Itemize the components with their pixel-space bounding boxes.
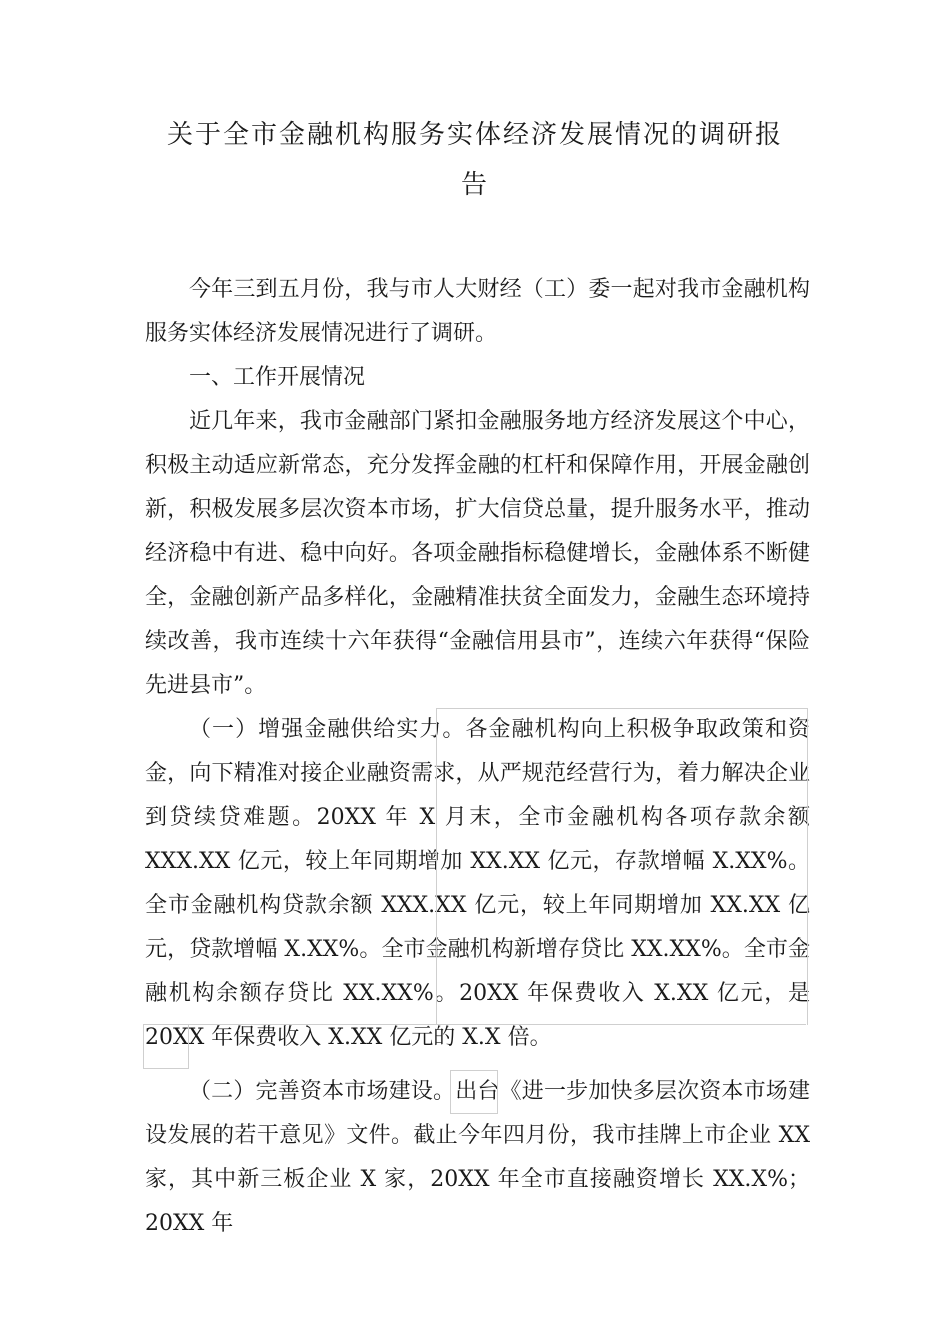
document-title-line-2: 告: [460, 170, 489, 200]
paragraph-section-1: （一）增强金融供给实力。各金融机构向上积极争取政策和资金，向下精准对接企业融资需求，从严规范经营行为，着力解决企业到贷续贷难题。20XX 年 X 月末，全市金融机构各项存款余额 XXX.XX 亿元，较上年同期增加 XX.XX 亿元，存款增幅 X.XX%。全市金融机构贷款余额 XXX.XX 亿元，较上年同期增加 XX.XX 亿元，贷款增幅 X.XX%。全市金融机构新增存贷比 XX.XX%。全市金融机构余额存贷比 XX.XX%。20XX 年保费收入 X.XX 亿元，是 20XX 年保费收入 X.XX 亿元的 X.X 倍。: [145, 717, 810, 1050]
paragraph-section-2: （二）完善资本市场建设。出台《进一步加快多层次资本市场建设发展的若干意见》文件。截止今年四月份，我市挂牌上市企业 XX 家，其中新三板企业 X 家，20XX 年全市直接融资增长 XX.X%；20XX 年: [145, 1079, 810, 1236]
paragraph-intro: 今年三到五月份，我与市人大财经（工）委一起对我市金融机构服务实体经济发展情况进行了调研。: [145, 277, 810, 346]
section-heading-work-status: 一、工作开展情况: [189, 365, 366, 390]
document-title-line-1: 关于全市金融机构服务实体经济发展情况的调研报: [166, 120, 783, 150]
paragraph-recent-years: 近几年来，我市金融部门紧扣金融服务地方经济发展这个中心，积极主动适应新常态，充分发挥金融的杠杆和保障作用，开展金融创新，积极发展多层次资本市场，扩大信贷总量，提升服务水平，推动经济稳中有进、稳中向好。各项金融指标稳健增长，金融体系不断健全，金融创新产品多样化，金融精准扶贫全面发力，金融生态环境持续改善，我市连续十六年获得“金融信用县市”，连续六年获得“保险先进县市”。: [145, 409, 810, 698]
